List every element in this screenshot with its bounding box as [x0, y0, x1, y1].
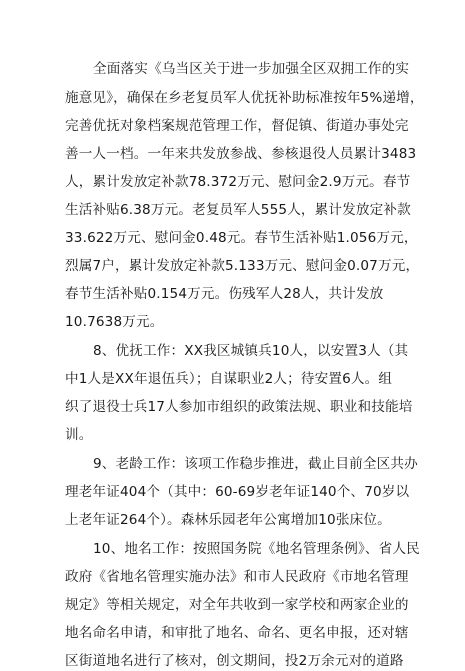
paragraph-line: 人，累计发放定补款78.372万元、慰问金2.9万元。春节: [65, 174, 411, 190]
paragraph-line: 9、老龄工作：该项工作稳步推进，截止目前全区共办: [93, 456, 418, 472]
paragraph-line: 完善优抚对象档案规范管理工作，督促镇、街道办事处完: [65, 118, 409, 134]
paragraph-line: 规定》等相关规定，对全年共收到一家学校和两家企业的: [65, 597, 409, 613]
paragraph-line: 政府《省地名管理实施办法》和市人民政府《市地名管理: [65, 569, 409, 585]
paragraph-line: 善一人一档。一年来共发放参战、参核退役人员累计3483: [65, 146, 417, 162]
paragraph-line: 上老年证264个）。森林乐园老年公寓增加10张床位。: [65, 512, 391, 528]
paragraph-line: 烈属7户，累计发放定补款5.133万元、慰问金0.07万元，: [65, 258, 420, 274]
paragraph-line: 区街道地名进行了核对，创文期间，投2万余元对的道路: [65, 653, 404, 669]
paragraph-line: 8、优抚工作：XX我区城镇兵10人，以安置3人（其: [93, 343, 409, 359]
paragraph-line: 生活补贴6.38万元。老复员军人555人，累计发放定补款: [65, 202, 411, 218]
paragraph-line: 10、地名工作：按照国务院《地名管理条例》、省人民: [93, 541, 420, 557]
paragraph-line: 训。: [65, 427, 93, 443]
paragraph-line: 施意见》，确保在乡老复员军人优抚补助标准按年5%递增，: [65, 90, 424, 106]
paragraph-line: 33.622万元、慰问金0.48元。春节生活补贴1.056万元，: [65, 230, 418, 246]
paragraph-line: 地名命名申请，和审批了地名、命名、更名申报，还对辖: [65, 625, 409, 641]
paragraph-line: 理老年证404个（其中：60-69岁老年证140个、70岁以: [65, 484, 410, 500]
paragraph-line: 10.7638万元。: [65, 314, 164, 330]
paragraph-line: 春节生活补贴0.154万元。伤残军人28人，共计发放: [65, 286, 384, 302]
paragraph-line: 中1人是XX年退伍兵）；自谋职业2人；待安置6人。组: [65, 371, 393, 387]
paragraph-line: 全面落实《乌当区关于进一步加强全区双拥工作的实: [93, 61, 410, 77]
paragraph-line: 织了退役士兵17人参加市组织的政策法规、职业和技能培: [65, 399, 413, 415]
